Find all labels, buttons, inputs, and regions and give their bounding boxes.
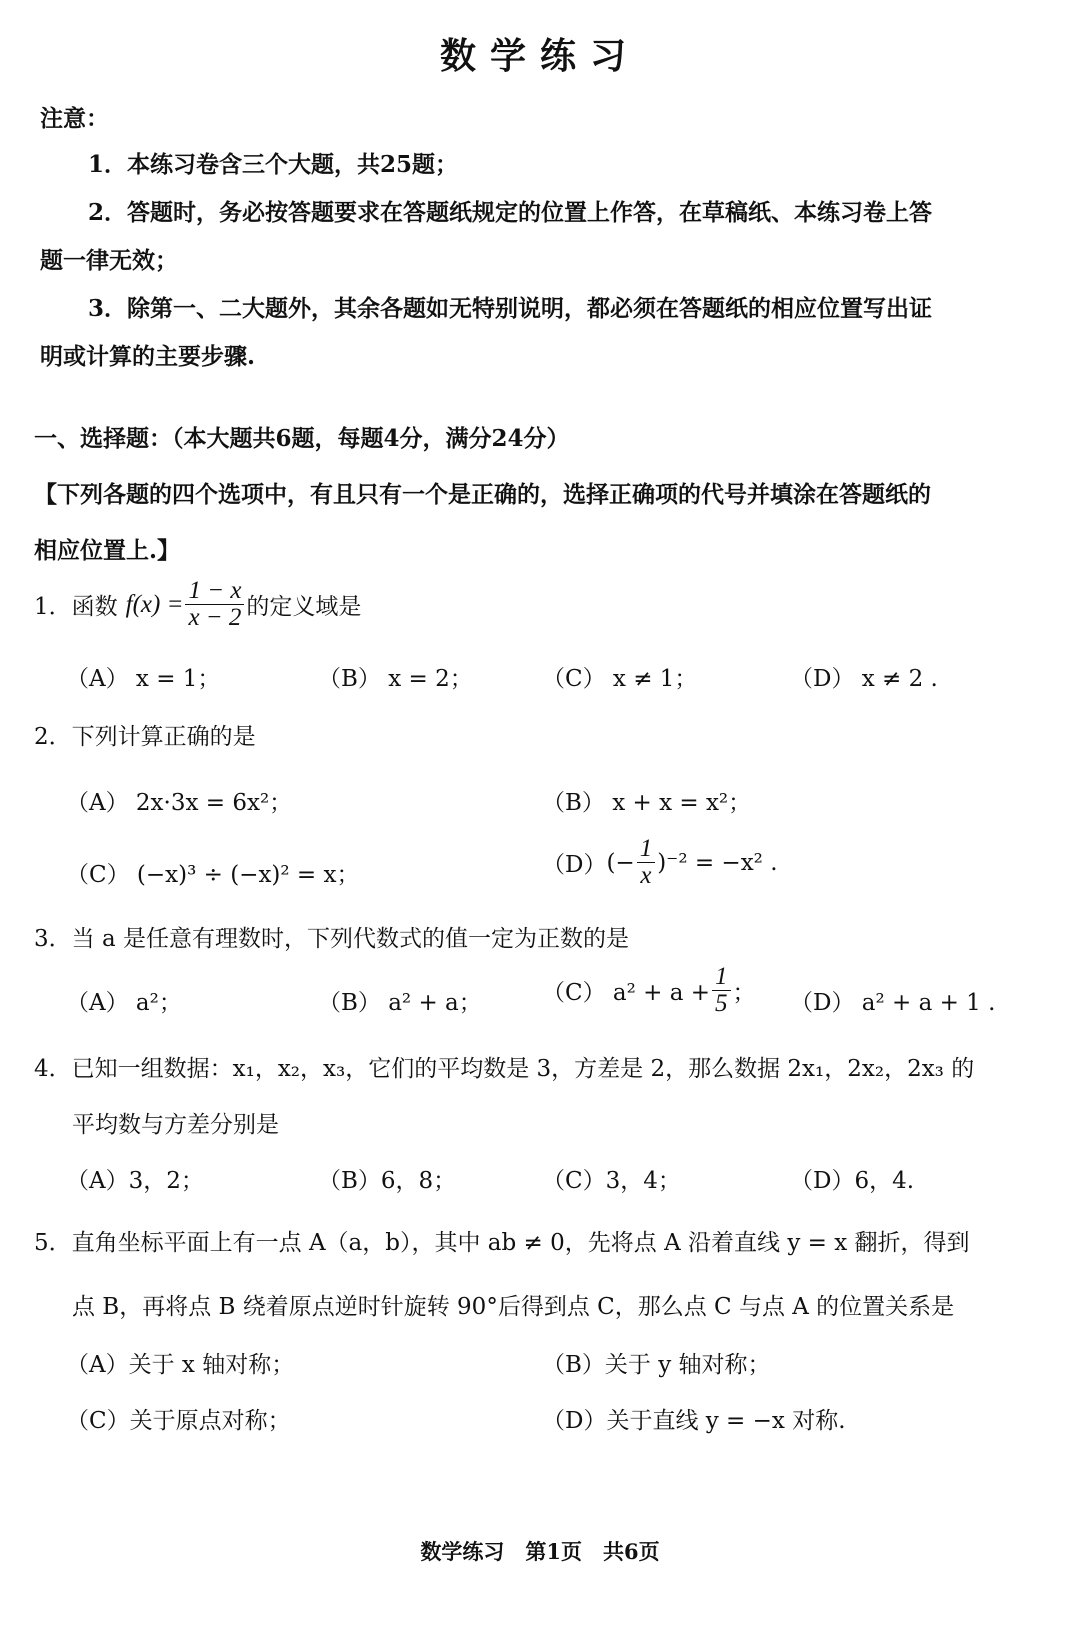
q1-option-b: （B） x = 2；: [318, 666, 473, 692]
q2-option-d-label: （D）: [542, 852, 607, 879]
q5-stem-a: 直角坐标平面上有一点 A（a，b），其中 ab ≠ 0，先将点 A 沿着直线 y = x 翻折，得到: [71, 1230, 970, 1256]
notice-label: 注意：: [40, 105, 109, 132]
q3-option-a: （A） a²；: [66, 990, 182, 1016]
notice-item-3b: 明或计算的主要步骤.: [40, 343, 256, 370]
q2-stem: 下列计算正确的是: [71, 724, 256, 750]
q2-option-d-denominator: x: [640, 862, 652, 890]
q4-option-d: （D）6，4.: [790, 1168, 915, 1194]
notice-item-2a: 2．答题时，务必按答题要求在答题纸规定的位置上作答，在草稿纸、本练习卷上答: [88, 199, 933, 226]
q3-stem: 当 a 是任意有理数时，下列代数式的值一定为正数的是: [71, 926, 629, 952]
q3-option-c-pre: （C） a² + a +: [542, 980, 711, 1007]
q1-stem-post: 的定义域是: [246, 594, 362, 621]
q2-option-d-numerator: 1: [637, 836, 656, 863]
q2-option-d: [542, 836, 778, 890]
q3-option-c-numerator: 1: [712, 964, 731, 991]
q2-option-d-post: )⁻² = −x² .: [657, 849, 778, 876]
q1-stem-pre: 函数: [71, 594, 118, 621]
q5-number: 5．: [34, 1230, 72, 1256]
notice-item-3a: 3．除第一、二大题外，其余各题如无特别说明，都必须在答题纸的相应位置写出证: [88, 295, 933, 322]
q2-option-d-pre: (−: [606, 849, 635, 876]
question-4-line-a: [34, 1050, 974, 1083]
q3-number: 3．: [34, 926, 72, 952]
q1-option-c: （C） x ≠ 1；: [542, 666, 698, 692]
question-3: [34, 920, 629, 953]
q3-option-c: [542, 964, 756, 1018]
q1-number: 1．: [34, 594, 72, 621]
q3-option-c-fraction: [712, 964, 731, 1018]
q3-option-c-denominator: 5: [715, 990, 728, 1018]
section-1-header: 一、选择题：（本大题共6题，每题4分，满分24分）: [34, 425, 570, 452]
page-footer: 数学练习 第1页 共6页: [420, 1539, 660, 1564]
section-1-instruction-b: 相应位置上.】: [34, 537, 181, 564]
q2-option-d-fraction: [637, 836, 656, 890]
q4-stem-b: 平均数与方差分别是: [72, 1112, 279, 1138]
q4-option-c: （C）3，4；: [542, 1168, 681, 1194]
q5-stem-b: 点 B，再将点 B 绕着原点逆时针旋转 90°后得到点 C，那么点 C 与点 A 的位置关系是: [72, 1294, 955, 1320]
q5-option-d: （D）关于直线 y = −x 对称.: [542, 1408, 846, 1434]
notice-item-1: 1．本练习卷含三个大题，共25题；: [88, 151, 459, 178]
q2-option-b: （B） x + x = x²；: [542, 790, 752, 816]
q4-stem-a: 已知一组数据：x₁，x₂，x₃，它们的平均数是 3，方差是 2，那么数据 2x₁，2x₂，2x₃ 的: [71, 1056, 975, 1082]
question-2: [34, 718, 256, 751]
q2-number: 2．: [34, 724, 72, 750]
q5-option-c: （C）关于原点对称；: [66, 1408, 291, 1434]
notice-item-2b: 题一律无效；: [40, 247, 178, 274]
q4-number: 4．: [34, 1056, 72, 1082]
section-1-instruction-a: 【下列各题的四个选项中，有且只有一个是正确的，选择正确项的代号并填涂在答题纸的: [34, 481, 931, 508]
q1-numerator: 1 − x: [185, 578, 244, 605]
q1-fx: f(x) =: [125, 590, 184, 618]
page-title: 数学练习: [439, 35, 640, 77]
q3-option-c-post: ；: [732, 980, 756, 1007]
q4-option-a: （A）3，2；: [66, 1168, 204, 1194]
q2-option-a: （A） 2x·3x = 6x²；: [66, 790, 293, 816]
q3-option-d: （D） a² + a + 1 .: [790, 990, 996, 1016]
q1-denominator: x − 2: [188, 604, 242, 632]
q2-option-c: （C） (−x)³ ÷ (−x)² = x；: [66, 862, 360, 888]
q1-fraction: [185, 578, 244, 632]
q5-option-a: （A）关于 x 轴对称；: [66, 1352, 295, 1378]
q1-option-a: （A） x = 1；: [66, 666, 221, 692]
question-1: [34, 578, 361, 632]
q4-option-b: （B）6，8；: [318, 1168, 457, 1194]
question-5-line-a: [34, 1224, 969, 1257]
q1-option-d: （D） x ≠ 2 .: [790, 666, 938, 692]
q5-option-b: （B）关于 y 轴对称；: [542, 1352, 771, 1378]
q3-option-b: （B） a² + a；: [318, 990, 482, 1016]
